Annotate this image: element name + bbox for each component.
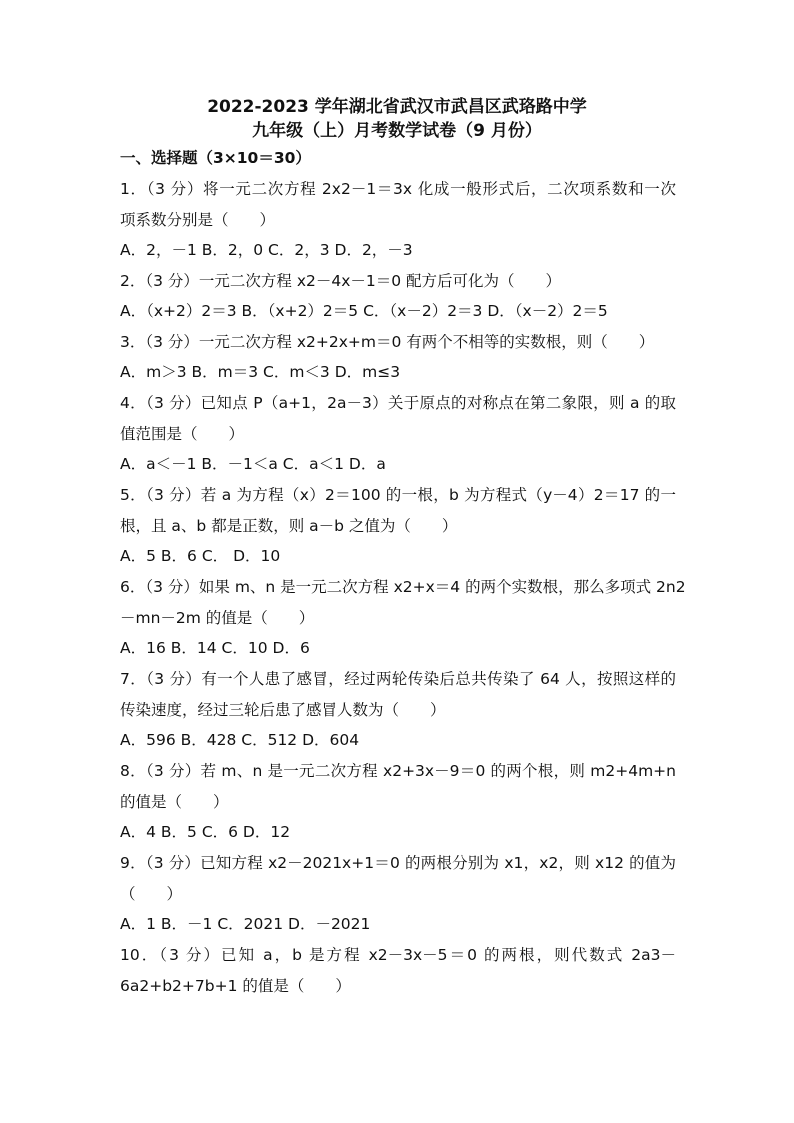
- question-3-stem-line1: 3．（3 分）一元二次方程 x2+2x+m＝0 有两个不相等的实数根，则（ ）: [120, 333, 655, 351]
- question-9-stem-line1: 9．（3 分）已知方程 x2－2021x+1＝0 的两根分别为 x1，x2，则 x12 的值为: [120, 854, 676, 872]
- question-9-options: A．1 B．－1 C．2021 D．－2021: [120, 915, 371, 933]
- question-2-options: A．（x+2）2＝3 B．（x+2）2＝5 C．（x－2）2＝3 D．（x－2）2＝5: [120, 302, 608, 320]
- question-5-options: A．5 B．6 C． D．10: [120, 547, 281, 565]
- question-4-stem-line2: 值范围是（ ）: [120, 425, 245, 443]
- exam-title-line2: 九年级（上）月考数学试卷（9 月份）: [252, 121, 542, 141]
- question-1-stem-line1: 1．（3 分）将一元二次方程 2x2－1＝3x 化成一般形式后，二次项系数和一次: [120, 180, 676, 198]
- question-4-options: A．a＜－1 B．－1＜a C．a＜1 D．a: [120, 455, 386, 473]
- question-5-stem-line2: 根，且 a、b 都是正数，则 a－b 之值为（ ）: [120, 517, 458, 535]
- question-7-stem-line1: 7．（3 分）有一个人患了感冒，经过两轮传染后总共传染了 64 人，按照这样的: [120, 670, 676, 688]
- question-2-stem-line1: 2．（3 分）一元二次方程 x2－4x－1＝0 配方后可化为（ ）: [120, 272, 562, 290]
- question-4-stem-line1: 4．（3 分）已知点 P（a+1，2a－3）关于原点的对称点在第二象限，则 a 的取: [120, 394, 676, 412]
- question-10-stem-line2: 6a2+b2+7b+1 的值是（ ）: [120, 977, 351, 995]
- question-1-stem-line2: 项系数分别是（ ）: [120, 211, 276, 229]
- exam-title-line1: 2022-2023 学年湖北省武汉市武昌区武珞路中学: [207, 97, 587, 117]
- question-7-stem-line2: 传染速度，经过三轮后患了感冒人数为（ ）: [120, 701, 446, 719]
- question-3-options: A．m＞3 B．m＝3 C．m＜3 D．m≤3: [120, 363, 401, 381]
- question-6-stem-line2: －mn－2m 的值是（ ）: [120, 609, 315, 627]
- question-1-options: A．2，－1 B．2，0 C．2，3 D．2，－3: [120, 241, 413, 259]
- question-8-stem-line2: 的值是（ ）: [120, 793, 229, 811]
- question-8-options: A．4 B．5 C．6 D．12: [120, 823, 291, 841]
- question-6-stem-line1: 6．（3 分）如果 m、n 是一元二次方程 x2+x＝4 的两个实数根，那么多项式 2n2: [120, 578, 686, 596]
- section-heading: 一、选择题（3×10＝30）: [120, 149, 311, 167]
- question-8-stem-line1: 8．（3 分）若 m、n 是一元二次方程 x2+3x－9＝0 的两个根，则 m2+4m+n: [120, 762, 676, 780]
- question-5-stem-line1: 5．（3 分）若 a 为方程（x）2＝100 的一根，b 为方程式（y－4）2＝17 的一: [120, 486, 676, 504]
- question-6-options: A．16 B．14 C．10 D．6: [120, 639, 310, 657]
- question-7-options: A．596 B．428 C．512 D．604: [120, 731, 360, 749]
- question-9-stem-line2: （ ）: [120, 885, 183, 903]
- question-10-stem-line1: 10．（3 分）已知 a，b 是方程 x2－3x－5＝0 的两根，则代数式 2a3－: [120, 946, 676, 964]
